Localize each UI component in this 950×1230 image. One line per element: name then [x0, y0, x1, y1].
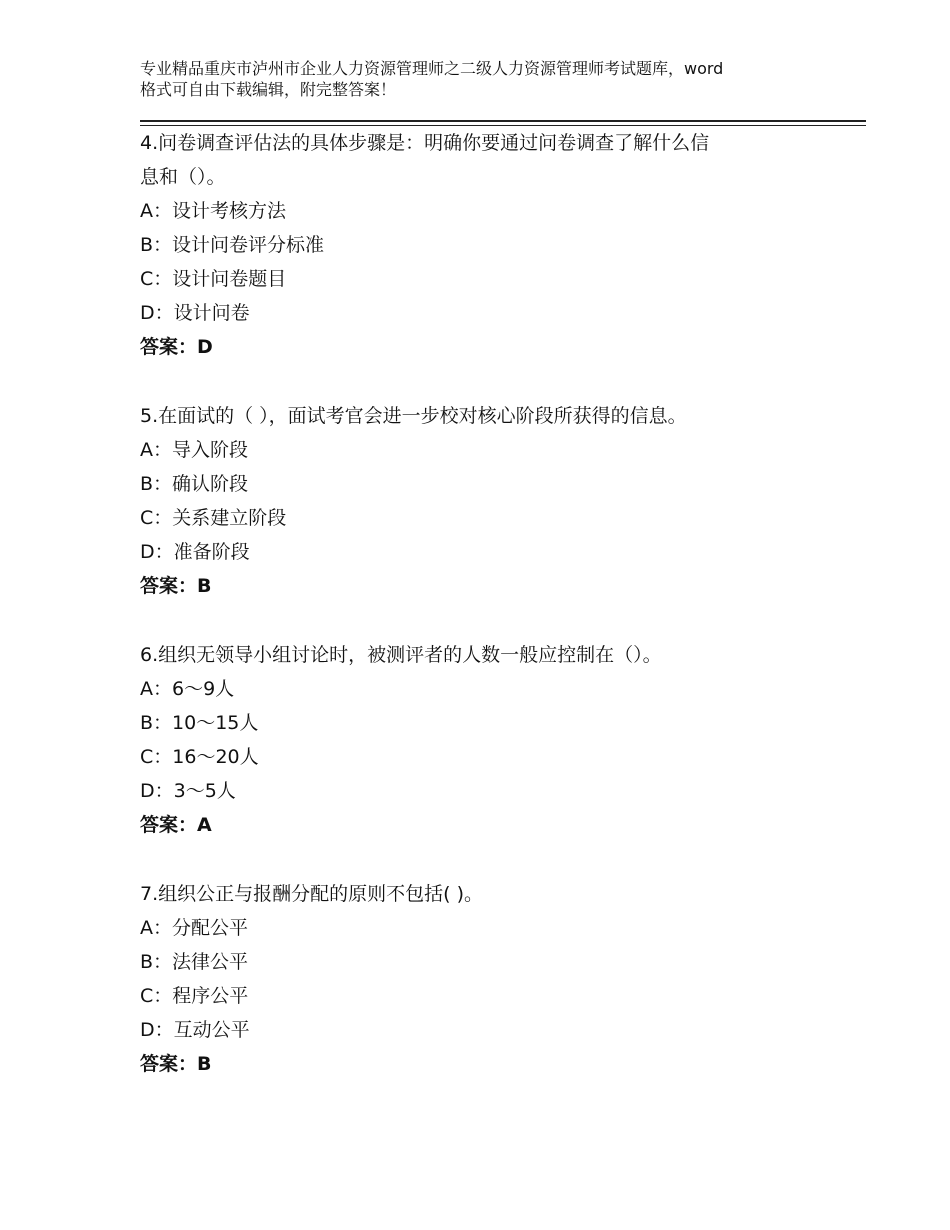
question-7: [140, 877, 840, 1081]
option-a: A：分配公平: [140, 917, 248, 939]
document-header: [140, 58, 830, 100]
header-line-2: 格式可自由下载编辑，附完整答案！: [140, 80, 397, 99]
answer: 答案：D: [140, 336, 213, 358]
option-b: B：确认阶段: [140, 473, 249, 495]
option-d: D：设计问卷: [140, 302, 250, 324]
question-6: [140, 638, 840, 842]
option-a: A：导入阶段: [140, 439, 248, 461]
option-d: D：3～5人: [140, 780, 236, 802]
option-b: B：法律公平: [140, 951, 249, 973]
answer: 答案：A: [140, 814, 212, 836]
question-stem: 5.在面试的（ ），面试考官会进一步校对核心阶段所获得的信息。: [140, 405, 687, 427]
option-c: C：设计问卷题目: [140, 268, 287, 290]
option-d: D：互动公平: [140, 1019, 250, 1041]
option-d: D：准备阶段: [140, 541, 250, 563]
header-line-1: 专业精品重庆市泸州市企业人力资源管理师之二级人力资源管理师考试题库，word: [140, 59, 724, 78]
question-stem-continued: 息和（）。: [140, 166, 226, 188]
option-a: A：设计考核方法: [140, 200, 286, 222]
question-stem: 6.组织无领导小组讨论时，被测评者的人数一般应控制在（）。: [140, 644, 662, 666]
option-b: B：10～15人: [140, 712, 259, 734]
question-stem: 7.组织公正与报酬分配的原则不包括( )。: [140, 883, 483, 905]
question-4: [140, 126, 840, 364]
question-stem: 4.问卷调查评估法的具体步骤是：明确你要通过问卷调查了解什么信: [140, 132, 710, 154]
question-5: [140, 399, 840, 603]
option-c: C：程序公平: [140, 985, 249, 1007]
option-c: C：16～20人: [140, 746, 259, 768]
option-a: A：6～9人: [140, 678, 235, 700]
option-c: C：关系建立阶段: [140, 507, 287, 529]
answer: 答案：B: [140, 1053, 212, 1075]
answer: 答案：B: [140, 575, 212, 597]
option-b: B：设计问卷评分标准: [140, 234, 325, 256]
header-divider-thick: [140, 120, 866, 122]
